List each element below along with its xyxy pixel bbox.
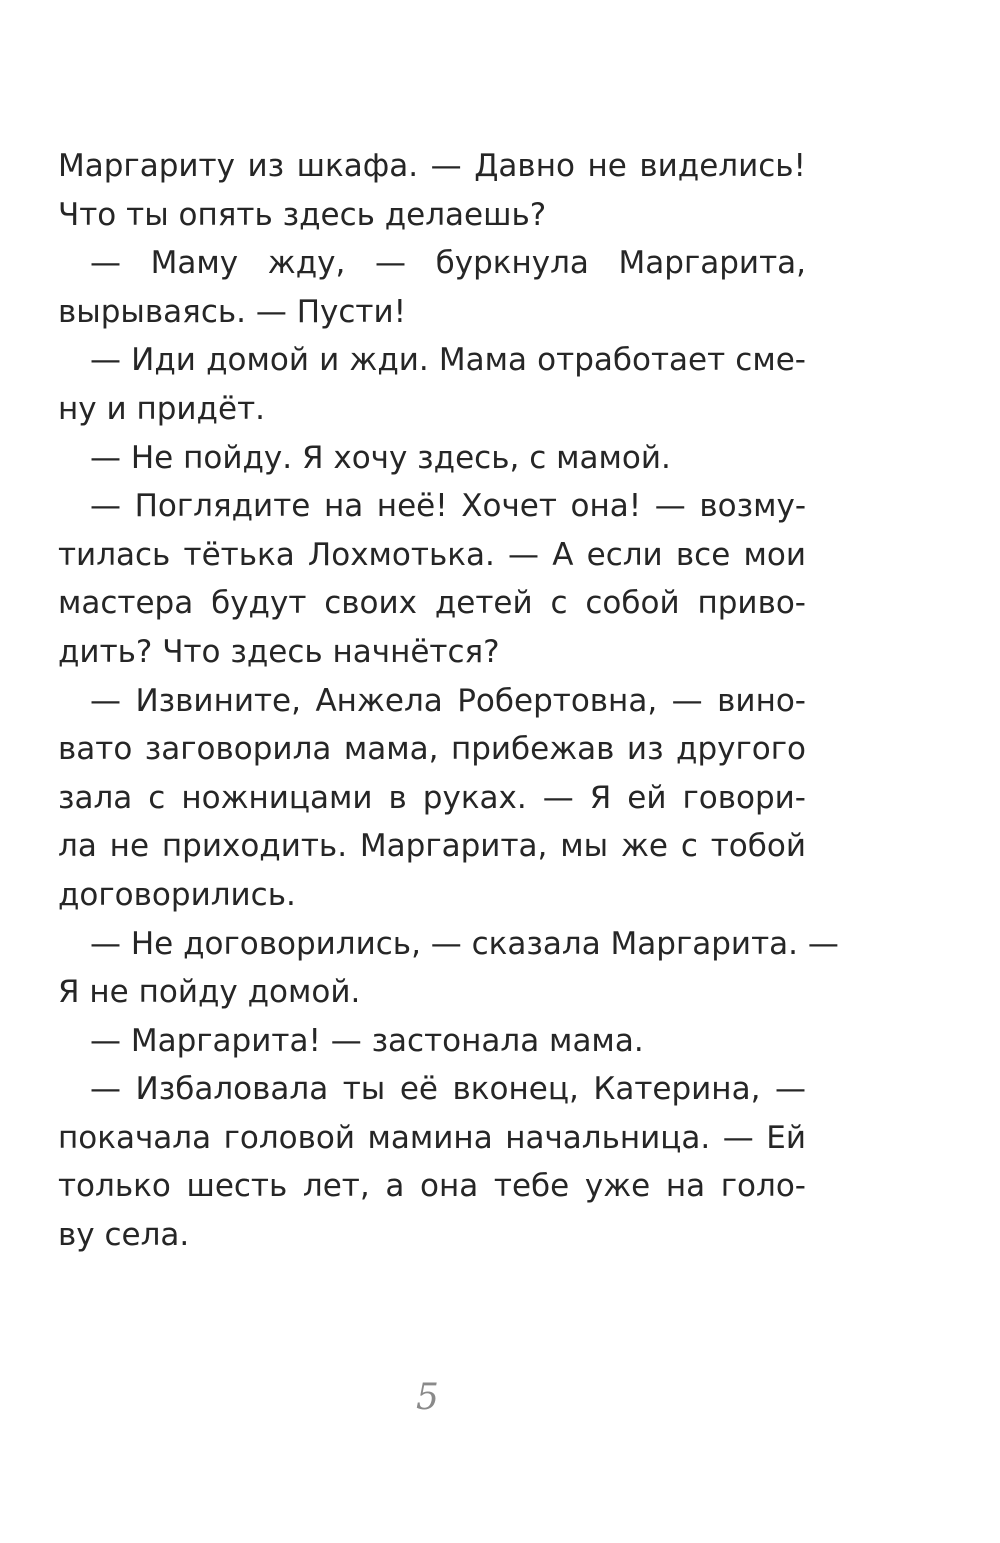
text-line: мастера будут своих детей с собой приво-: [58, 585, 806, 622]
text-line: — Не пойду. Я хочу здесь, с мамой.: [90, 439, 671, 476]
text-line: — Поглядите на неё! Хочет она! — возму-: [90, 488, 806, 525]
text-line: Маргариту из шкафа. — Давно не виделись!: [58, 148, 806, 184]
text-line: ну и придёт.: [58, 390, 265, 427]
text-line: ву села.: [58, 1217, 190, 1254]
text-line: Я не пойду домой.: [58, 974, 361, 1011]
text-line: вато заговорила мама, прибежав из другого: [58, 731, 806, 768]
text-line: зала с ножницами в руках. — Я ей говори-: [58, 779, 806, 816]
text-line: вырываясь. — Пусти!: [58, 293, 407, 330]
text-line: договорились.: [58, 876, 296, 913]
text-line: — Маму жду, — буркнула Маргарита,: [90, 245, 806, 282]
text-line: — Не договорились, — сказала Маргарита. —: [90, 925, 839, 962]
text-line: дить? Что здесь начнётся?: [58, 633, 500, 670]
body-text: [58, 142, 839, 1260]
text-line: покачала головой мамина начальница. — Ей: [58, 1119, 806, 1156]
text-line: — Маргарита! — застонала мама.: [90, 1022, 644, 1059]
text-line: — Избаловала ты её вконец, Катерина, —: [90, 1071, 806, 1108]
text-line: тилась тётька Лохмотька. — А если все мои: [58, 536, 806, 573]
page-number: 5: [416, 1377, 439, 1418]
text-line: — Извините, Анжела Робертовна, — вино-: [90, 682, 806, 719]
text-line: ла не приходить. Маргарита, мы же с тобой: [58, 828, 806, 865]
text-line: только шесть лет, а она тебе уже на голо-: [58, 1168, 806, 1205]
text-line: Что ты опять здесь делаешь?: [58, 196, 547, 233]
text-line: — Иди домой и жди. Мама отработает сме-: [90, 342, 806, 379]
